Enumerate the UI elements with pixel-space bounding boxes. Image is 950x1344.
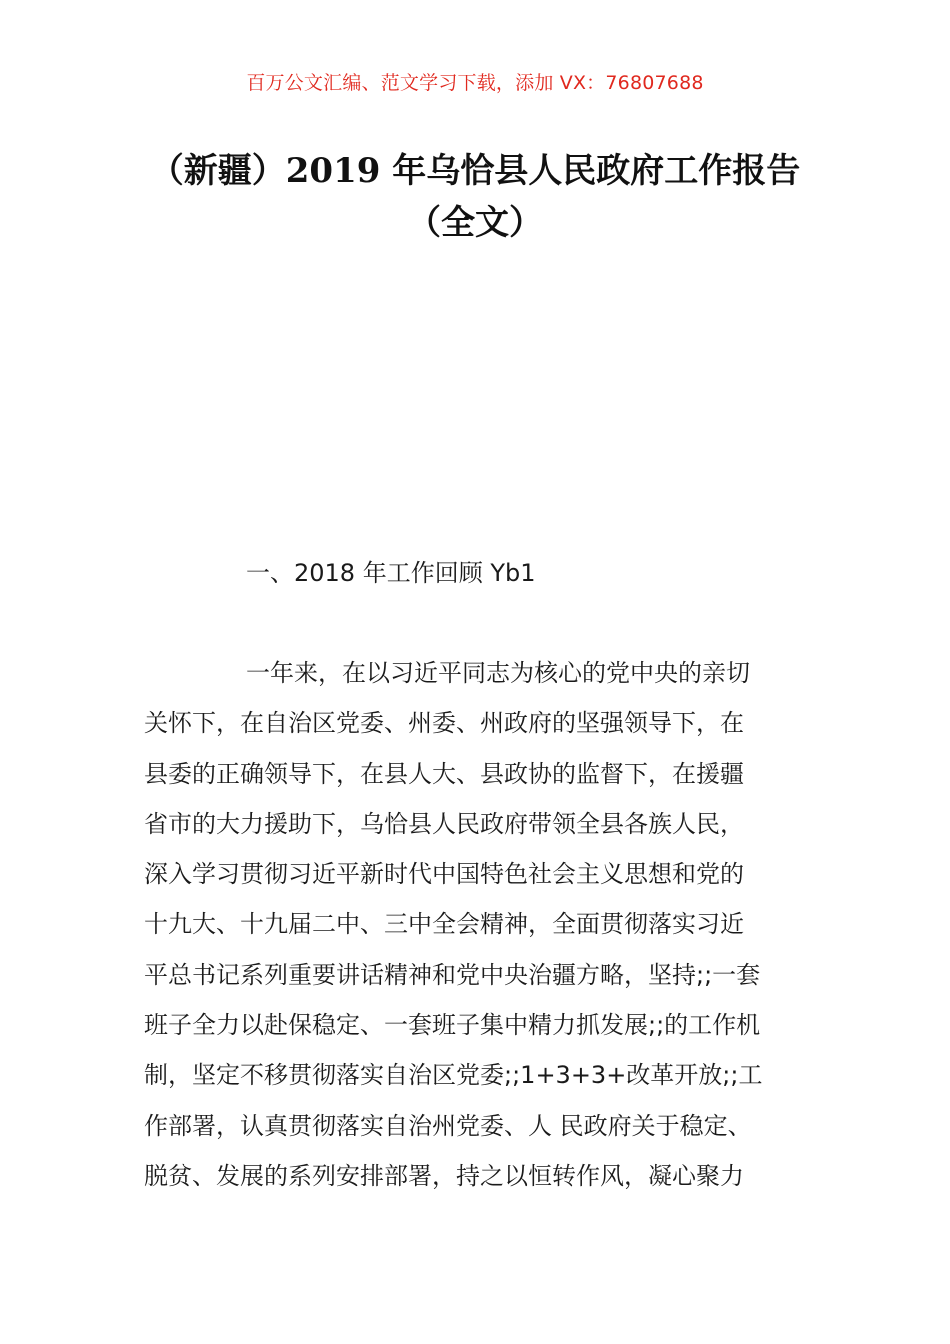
paragraph-line: 一年来，在以习近平同志为核心的党中央的亲切 xyxy=(246,659,750,687)
header-note: 百万公文汇编、范文学习下载，添加 VX：76807688 xyxy=(246,72,704,94)
paragraph-line: 班子全力以赴保稳定、一套班子集中精力抓发展;;的工作机 xyxy=(144,1011,761,1040)
paragraph-line: 深入学习贯彻习近平新时代中国特色社会主义思想和党的 xyxy=(144,860,744,889)
title-line-2: （全文） xyxy=(407,203,543,243)
paragraph-line: 县委的正确领导下，在县人大、县政协的监督下，在援疆 xyxy=(144,759,744,788)
body-paragraph xyxy=(144,654,814,1207)
paragraph-line: 关怀下，在自治区党委、州委、州政府的坚强领导下，在 xyxy=(144,709,744,738)
paragraph-line: 作部署，认真贯彻落实自治州党委、人 民政府关于稳定、 xyxy=(144,1111,752,1140)
paragraph-line: 脱贫、发展的系列安排部署，持之以恒转作风，凝心聚力 xyxy=(144,1161,744,1190)
document-title xyxy=(0,145,950,249)
section-heading: 一、2018 年工作回顾 Yb1 xyxy=(246,559,536,587)
paragraph-line: 省市的大力援助下，乌恰县人民政府带领全县各族人民， xyxy=(144,809,744,838)
paragraph-line: 平总书记系列重要讲话精神和党中央治疆方略，坚持;;一套 xyxy=(144,960,761,989)
paragraph-line: 制，坚定不移贯彻落实自治区党委;;1+3+3+改革开放;;工 xyxy=(144,1061,763,1090)
title-line-1: （新疆）2019 年乌恰县人民政府工作报告 xyxy=(149,151,801,191)
paragraph-line: 十九大、十九届二中、三中全会精神，全面贯彻落实习近 xyxy=(144,910,744,939)
